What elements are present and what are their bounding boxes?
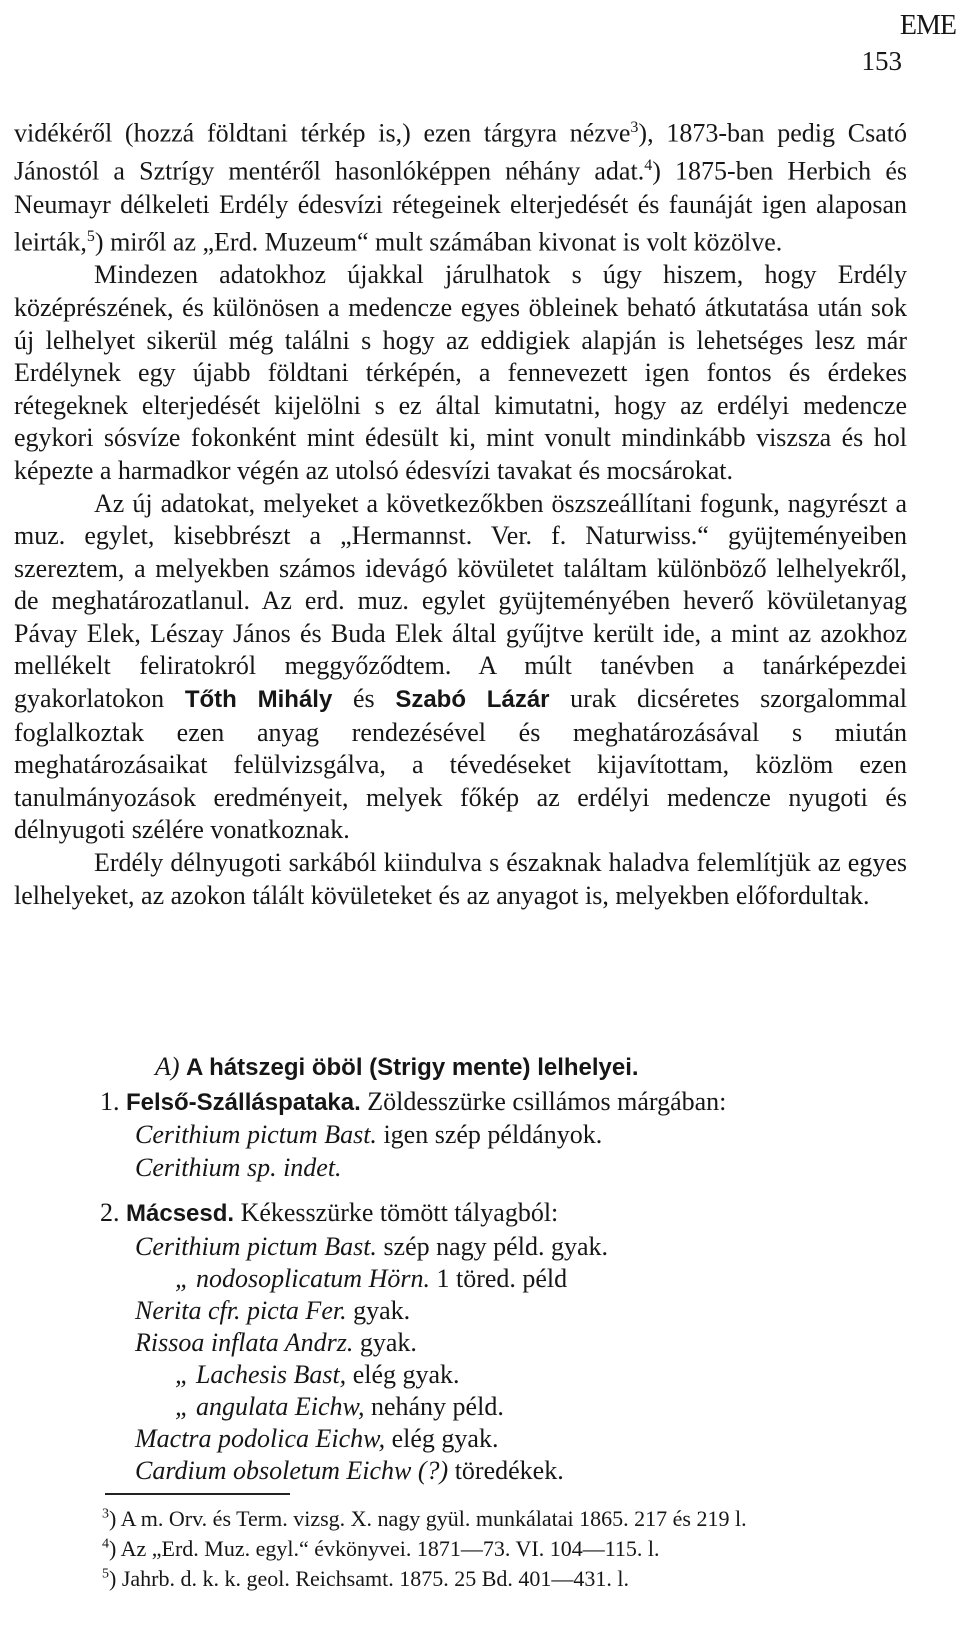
person-name: Szabó Lázár <box>395 686 550 714</box>
locality-2: 2. Mácsesd. Kékesszürke tömött tályagból: <box>100 1198 559 1227</box>
species-entry: „ Lachesis Bast, elég gyak. <box>175 1360 460 1389</box>
species-entry: Mactra podolica Eichw, elég gyak. <box>135 1424 499 1453</box>
main-text <box>14 112 907 912</box>
logo: EME <box>899 10 956 41</box>
paragraph-4: Erdély délnyugoti sarkából kiindulva s északnak haladva felemlítjük az egyes lelhelyeket, az azokon tálált kövületeket és az anyagot is, melyekben előfordultak. <box>14 848 907 910</box>
species-entry: Cerithium pictum Bast. szép nagy péld. gyak. <box>135 1232 608 1261</box>
paragraph-3: Az új adatokat, melyeket a következőkben öszszeállítani fogunk, nagyrészt a muz. egylet, kisebbrészt a „Hermannst. Ver. f. Naturwiss.“ gyüjteményeiben szereztem, a melyekben számos idevágó kövületet találtam különböző lelhelyekről, de meghatározatlanul. Az erd. muz. egylet gyüjteményében heverő kövületanyag Pávay Elek, Lészay János és Buda Elek által gyűjtve került ide, a mint az azokhoz mellékelt feliratokról meggyőződtem. A múlt tanévben a tanárképezdei gyakorlatokon Tőth Mihály és Szabó Lázár urak dicséretes szorgalommal foglalkoztak ezen anyag rendezésével és meghatározásával s miután meghatározásaikat felülvizsgálva, a tévedéseket kijavítottam, közlöm ezen tanulmányozások eredményeit, melyek főkép az erdélyi medencze nyugoti és délnyugoti szélére vonatkoznak. <box>14 488 908 845</box>
species-entry: „ angulata Eichw, nehány péld. <box>175 1392 504 1421</box>
footnote-5: $^5$) Jahrb. d. k. k. geol. Reichsamt. 1875. 25 Bd. 401—431. l. <box>102 1566 630 1591</box>
paragraph-2: Mindezen adatokhoz újakkal járulhatok s úgy hiszem, hogy Erdély középrészének, és különösen a medencze egyes öbleinek beható átkutatása után sok új lelhelyet sikerül még találni s hogy az eddigiek alapján is lehetséges lesz már Erdélynek egy újabb földtani térképén, a fennevezett igen fontos és érdekes rétegeknek elterjedését kijelölni s ez által kimutatni, hogy az erdélyi medencze egykori sósvíze fokonként mint édesült ki, mint vonult mindinkább viszsza és hol képezte a harmadkor végén az utolsó édesvízi tavakat és mocsárokat. <box>14 260 907 485</box>
page-number: 153 <box>861 46 902 76</box>
species-entry: Nerita cfr. picta Fer. gyak. <box>135 1296 411 1325</box>
section-heading: A) A hátszegi öböl (Strigy mente) lelhelyei. <box>155 1052 639 1081</box>
footnote-ref-3[interactable]: 3 <box>630 119 639 136</box>
person-name: Tőth Mihály <box>184 686 333 714</box>
species-entry: Cerithium sp. indet. <box>135 1153 342 1182</box>
footnote-ref-5[interactable]: 5 <box>86 228 95 246</box>
footnote-3: $^3$) A m. Orv. és Term. vizsg. X. nagy gyül. munkálatai 1865. 217 és 219 l. <box>102 1506 747 1531</box>
locality-1: 1. Felső-Szálláspataka. Zöldesszürke csillámos márgában: <box>100 1087 727 1116</box>
footnote-ref-4[interactable]: 4 <box>644 157 653 175</box>
species-entry: Cerithium pictum Bast. igen szép példányok. <box>135 1120 603 1149</box>
footnote-divider <box>105 1493 290 1495</box>
footnote-4: $^4$) Az „Erd. Muz. egyl.“ évkönyvei. 1871—73. VI. 104—115. l. <box>102 1536 660 1561</box>
species-entry: „ nodosoplicatum Hörn. 1 töred. péld <box>175 1264 568 1293</box>
paragraph-1: vidékéről (hozzá földtani térkép is,) ezen tárgyra nézve$^3$), 1873-ban pedig Csató Jánostól a Sztrígy mentéről hasonlóképpen néhány adat.$^4$) 1875-ben Herbich és Neumayr délkeleti Erdély édesvízi rétegeinek elterjedését és faunáját igen alaposan leirták,$^5$) miről az „Erd. Muzeum“ mult számában kivonat is volt közölve. <box>14 118 908 257</box>
species-entry: Rissoa inflata Andrz. gyak. <box>135 1328 417 1357</box>
species-entry: Cardium obsoletum Eichw (?) töredékek. <box>135 1456 564 1485</box>
